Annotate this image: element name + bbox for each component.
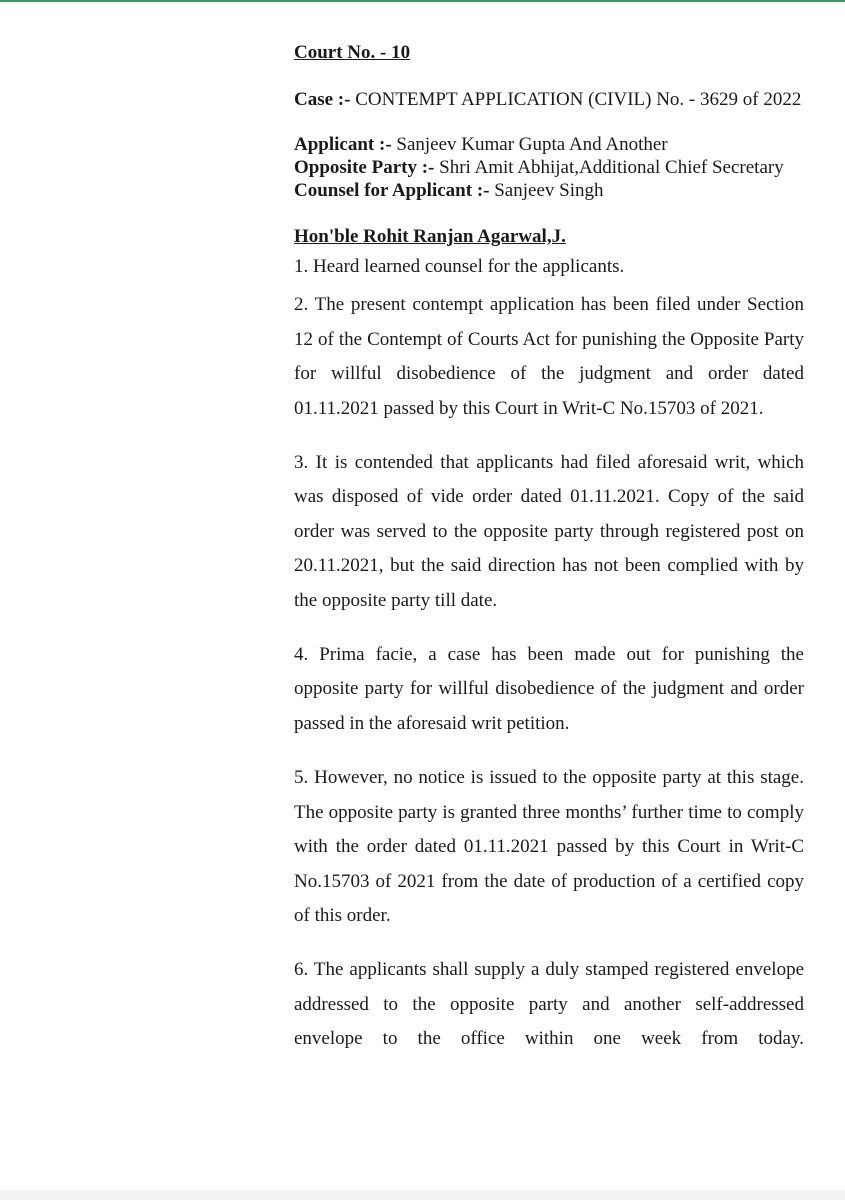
order-paragraph-1: 1. Heard learned counsel for the applicants. xyxy=(294,256,625,277)
opposite-party-label: Opposite Party :- xyxy=(294,157,435,178)
order-paragraph-3: 3. It is contended that applicants had filed aforesaid writ, which was disposed of vide order dated 01.11.2021. Copy of the said order was served to the opposite party through registered post on 20.11.2021, but the said direction has not been complied with by the opposite party till date. xyxy=(294,452,804,611)
opposite-party-line xyxy=(294,156,804,179)
applicant-line xyxy=(294,133,804,156)
counsel-value: Sanjeev Singh xyxy=(494,180,604,201)
applicant-label: Applicant :- xyxy=(294,134,392,155)
counsel-label: Counsel for Applicant :- xyxy=(294,180,490,201)
order-paragraph-4: 4. Prima facie, a case has been made out for punishing the opposite party for willful disobedience of the judgment and order passed in the aforesaid writ petition. xyxy=(294,644,804,734)
order-paragraph-6: 6. The applicants shall supply a duly stamped registered envelope addressed to the opposite party and another self-addressed envelope to the office within one week from today. xyxy=(294,959,804,1050)
opposite-party-value: Shri Amit Abhijat,Additional Chief Secretary xyxy=(439,157,784,178)
court-number-heading: Court No. - 10 xyxy=(294,42,411,63)
order-paragraph-5: 5. However, no notice is issued to the opposite party at this stage. The opposite party is granted three months’ further time to comply with the order dated 01.11.2021 passed by this Court in Writ-C No.15703 of 2021 from the date of production of a certified copy of this order. xyxy=(294,767,804,926)
case-value: CONTEMPT APPLICATION (CIVIL) No. - 3629 of 2022 xyxy=(355,89,802,110)
applicant-value: Sanjeev Kumar Gupta And Another xyxy=(396,134,668,155)
judge-name: Hon'ble Rohit Ranjan Agarwal,J. xyxy=(294,226,566,247)
parties-block xyxy=(294,133,804,202)
counsel-line xyxy=(294,179,804,202)
order-paragraph-2: 2. The present contempt application has been filed under Section 12 of the Contempt of Courts Act for punishing the Opposite Party for willful disobedience of the judgment and order dated 01.11.2021 passed by this Court in Writ-C No.15703 of 2021. xyxy=(294,294,804,419)
case-line xyxy=(294,88,804,111)
court-order-document xyxy=(294,40,804,1057)
top-divider xyxy=(0,0,845,2)
bottom-band xyxy=(0,1190,845,1200)
case-label: Case :- xyxy=(294,89,351,110)
